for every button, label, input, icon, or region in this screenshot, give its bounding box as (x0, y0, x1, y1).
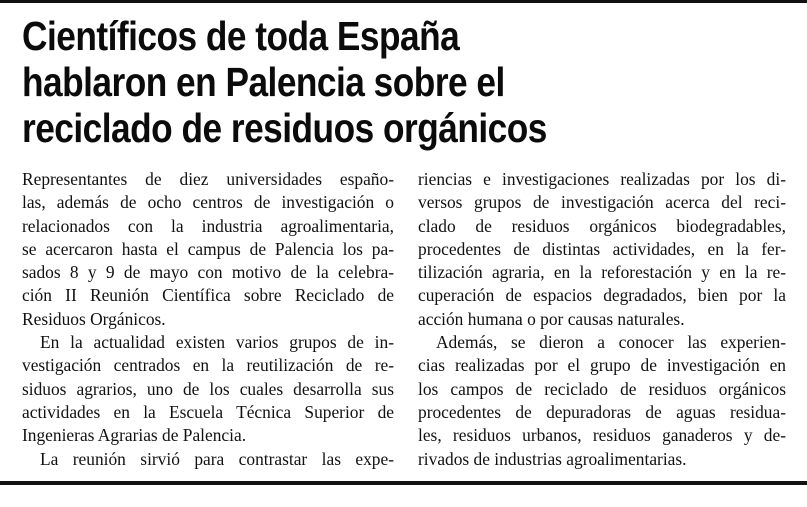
body-line: versos grupos de investigación acerca del reci- (418, 192, 786, 213)
body-line: cias realizadas por el grupo de investigación en (418, 355, 786, 376)
headline (22, 13, 547, 151)
body-line: riencias e investigaciones realizadas por los di- (418, 169, 786, 189)
body-line: rivados de industrias agroalimentarias. (418, 448, 687, 469)
body-line: se acercaron hasta el campus de Palencia los pa- (22, 238, 394, 259)
body-line: procedentes de depuradoras de aguas residua- (418, 401, 786, 422)
body-line: los campos de reciclado de residuos orgánicos (418, 378, 786, 399)
body-line: acción humana o por causas naturales. (418, 308, 685, 329)
body-line: tilización agraria, en la reforestación y en la re- (418, 262, 786, 283)
body-line: Residuos Orgánicos. (22, 308, 166, 329)
body-line: relacionados con la industria agroalimentaria, (22, 215, 394, 236)
body-line: Representantes de diez universidades españo- (22, 169, 394, 189)
body-line: La reunión sirvió para contrastar las expe- (40, 448, 394, 469)
body-line: les, residuos urbanos, residuos ganaderos y de- (418, 425, 786, 446)
body-line: las, además de ocho centros de investigación o (22, 192, 394, 213)
top-rule (0, 0, 807, 3)
body-line: actividades en la Escuela Técnica Superior de (22, 401, 394, 422)
body-line: Además, se dieron a conocer las experien- (436, 332, 786, 353)
body-line: siduos agrarios, uno de los cuales desarrolla sus (22, 378, 394, 399)
right-column (418, 168, 786, 471)
left-column (22, 168, 394, 471)
body-line: cuperación de espacios degradados, bien por la (418, 285, 786, 306)
body-line: ción II Reunión Científica sobre Reciclado de (22, 285, 394, 306)
body-line: vestigación centrados en la reutilización de re- (22, 355, 394, 376)
body-line: sados 8 y 9 de mayo con motivo de la celebra- (22, 262, 394, 283)
bottom-rule (0, 481, 807, 485)
headline-line: reciclado de residuos orgánicos (22, 105, 547, 151)
body-line: En la actualidad existen varios grupos de in- (40, 332, 394, 353)
body-line: Ingenieras Agrarias de Palencia. (22, 425, 247, 446)
body-line: clado de residuos orgánicos biodegradables, (418, 215, 786, 236)
body-line: procedentes de distintas actividades, en la fer- (418, 238, 786, 259)
headline-line: Científicos de toda España (22, 13, 460, 59)
headline-line: hablaron en Palencia sobre el (22, 59, 505, 105)
